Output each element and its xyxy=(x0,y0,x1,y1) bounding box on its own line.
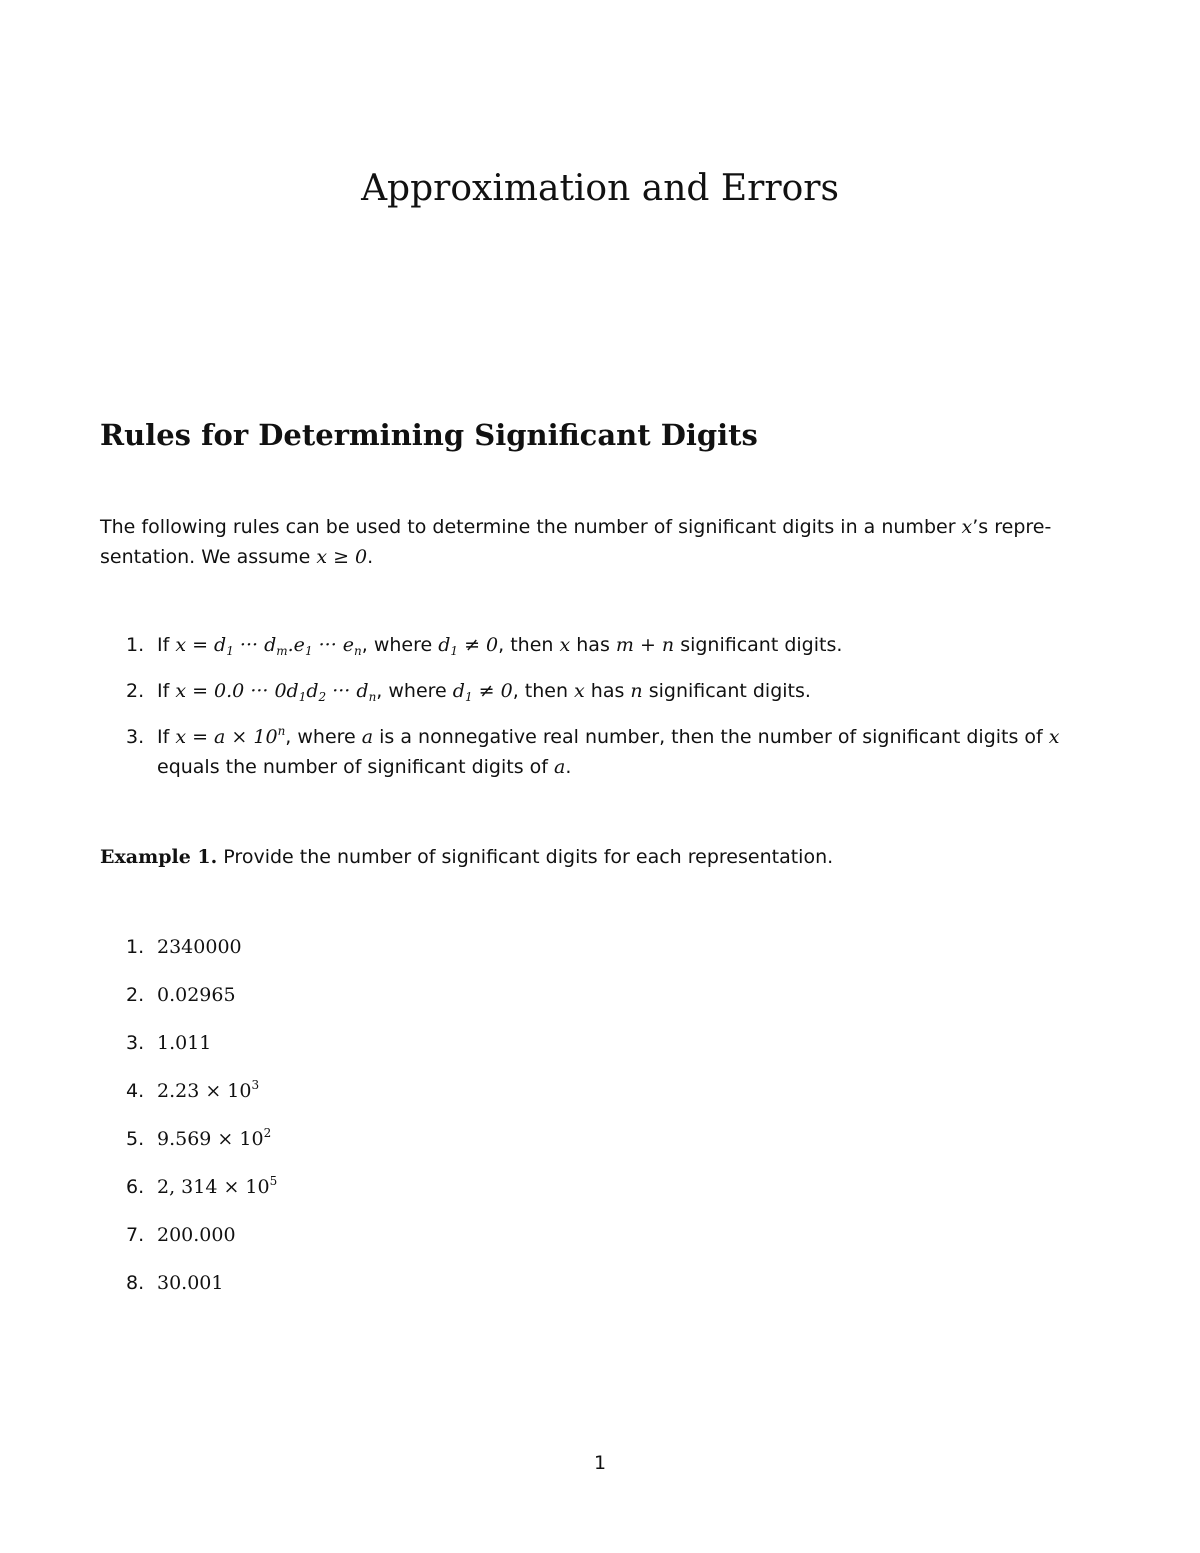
rule-expr-part: ··· e xyxy=(312,634,355,656)
rule-expr xyxy=(175,634,361,656)
rule-lead: If xyxy=(157,680,176,702)
rule-item xyxy=(100,630,1103,660)
rule-text: , where xyxy=(285,726,362,748)
rule-var: x xyxy=(1048,726,1060,748)
rule-text: , then xyxy=(498,634,560,656)
rule-number: 3. xyxy=(126,726,145,748)
intro-assumption: x ≥ 0 xyxy=(316,546,368,568)
item-number: 7. xyxy=(126,1224,145,1246)
item-value: 0.02965 xyxy=(157,984,236,1006)
rule-expr-sub: n xyxy=(354,644,362,658)
item-value: 9.569 × 10 xyxy=(157,1128,264,1150)
example-items-list xyxy=(100,932,1103,1316)
item-number: 2. xyxy=(126,984,145,1006)
rule-var: x xyxy=(574,680,585,702)
rule-item xyxy=(100,722,1103,782)
item-number: 1. xyxy=(126,936,145,958)
rule-lead: If xyxy=(157,726,176,748)
rule-expr xyxy=(175,726,285,748)
rule-expr-sub: 1 xyxy=(298,690,307,704)
rule-var-a: a xyxy=(361,726,374,748)
example-item xyxy=(100,980,1103,1028)
rule-expr-part: d xyxy=(306,680,319,702)
rule-expr-part: ··· d xyxy=(233,634,277,656)
item-exponent: 5 xyxy=(269,1174,278,1188)
rule-cond-part: d xyxy=(452,680,465,702)
section-title: Rules for Determining Significant Digits xyxy=(100,418,758,452)
example-text: Provide the number of significant digits for each representation. xyxy=(217,846,834,868)
rules-list xyxy=(100,630,1103,798)
page-number: 1 xyxy=(593,1452,607,1474)
rule-lead: If xyxy=(157,634,176,656)
rule-text: equals the number of significant digits of xyxy=(157,756,554,778)
rule-condition xyxy=(453,680,513,702)
intro-text-3: . xyxy=(367,546,374,568)
example-item xyxy=(100,1268,1103,1316)
item-exponent: 2 xyxy=(263,1126,272,1140)
item-exponent: 3 xyxy=(251,1078,260,1092)
rule-var: x xyxy=(559,634,571,656)
example-item xyxy=(100,1028,1103,1076)
rule-cond-part: d xyxy=(438,634,451,656)
rule-text: has xyxy=(584,680,631,702)
item-value: 2, 314 × 10 xyxy=(157,1176,270,1198)
rule-text: . xyxy=(565,756,572,778)
rule-expr-sub: n xyxy=(368,690,377,704)
intro-text-1: The following rules can be used to determine the number of significant digits in a number xyxy=(100,516,962,538)
rule-count: n xyxy=(630,680,643,702)
item-number: 8. xyxy=(126,1272,145,1294)
rule-count: m + n xyxy=(615,634,675,656)
rule-expr xyxy=(175,680,376,702)
rule-text: significant digits. xyxy=(642,680,811,702)
rule-cond-sub: 1 xyxy=(450,644,459,658)
rule-expr-sub: 1 xyxy=(226,644,234,658)
example-paragraph xyxy=(100,842,1103,872)
example-item xyxy=(100,1076,1103,1124)
item-value: 200.000 xyxy=(157,1224,236,1246)
rule-text: significant digits. xyxy=(674,634,843,656)
example-item xyxy=(100,1172,1103,1220)
rule-expr-part: x = a × 10 xyxy=(175,726,278,748)
example-item xyxy=(100,932,1103,980)
rule-text: has xyxy=(570,634,616,656)
item-value: 30.001 xyxy=(157,1272,224,1294)
example-label: Example 1. xyxy=(100,846,218,868)
intro-var-x: x xyxy=(961,516,973,538)
rule-text: , where xyxy=(361,634,439,656)
rule-expr-sup: n xyxy=(277,724,286,738)
example-item xyxy=(100,1220,1103,1268)
item-number: 5. xyxy=(126,1128,145,1150)
rule-text: , where xyxy=(376,680,453,702)
intro-text-2: ’s repre-sentation. We assume xyxy=(100,516,1052,568)
rule-cond-sub: 1 xyxy=(464,690,473,704)
item-number: 6. xyxy=(126,1176,145,1198)
document-title: Approximation and Errors xyxy=(361,168,839,209)
rule-number: 2. xyxy=(126,680,145,702)
rule-item xyxy=(100,676,1103,706)
intro-paragraph xyxy=(100,512,1103,572)
rule-expr-sub: m xyxy=(276,644,288,658)
example-item xyxy=(100,1124,1103,1172)
rule-cond-part: ≠ 0 xyxy=(458,634,499,656)
rule-var-a: a xyxy=(554,756,566,778)
item-number: 4. xyxy=(126,1080,145,1102)
rule-text: is a nonnegative real number, then the number of significant digits of xyxy=(373,726,1049,748)
item-value: 1.011 xyxy=(157,1032,212,1054)
rule-expr-sub: 2 xyxy=(318,690,327,704)
rule-expr-part: ··· d xyxy=(326,680,369,702)
rule-condition xyxy=(438,634,498,656)
rule-text: , then xyxy=(512,680,575,702)
rule-expr-part: .e xyxy=(287,634,305,656)
item-value: 2.23 × 10 xyxy=(157,1080,252,1102)
item-value: 2340000 xyxy=(157,936,242,958)
rule-cond-part: ≠ 0 xyxy=(472,680,513,702)
item-number: 3. xyxy=(126,1032,145,1054)
rule-expr-part: x = 0.0 ··· 0d xyxy=(175,680,299,702)
rule-expr-sub: 1 xyxy=(304,644,313,658)
rule-expr-part: x = d xyxy=(175,634,227,656)
rule-number: 1. xyxy=(126,634,145,656)
